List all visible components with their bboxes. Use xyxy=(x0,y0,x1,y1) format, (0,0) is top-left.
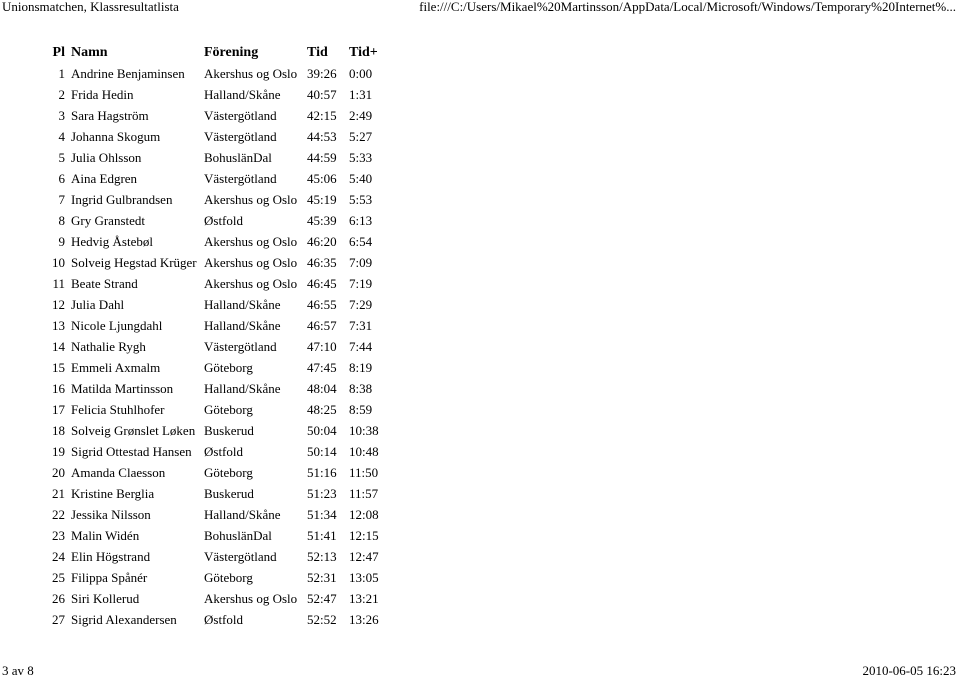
cell-place: 23 xyxy=(52,528,65,543)
table-row xyxy=(49,420,387,441)
cell-time: 50:14 xyxy=(307,444,337,459)
cell-time: 39:26 xyxy=(307,66,337,81)
cell-place: 12 xyxy=(52,297,65,312)
table-row xyxy=(49,315,387,336)
cell-time: 51:16 xyxy=(307,465,337,480)
cell-place: 19 xyxy=(52,444,65,459)
cell-place: 18 xyxy=(52,423,65,438)
document-title: Unionsmatchen, Klassresultatlista xyxy=(2,0,179,14)
cell-time-behind: 7:31 xyxy=(349,318,373,333)
cell-time-behind: 1:31 xyxy=(349,87,373,102)
cell-time: 52:52 xyxy=(307,612,337,627)
cell-time-behind: 10:48 xyxy=(349,444,379,459)
cell-place: 24 xyxy=(52,549,65,564)
cell-time: 45:39 xyxy=(307,213,337,228)
cell-name: Siri Kollerud xyxy=(71,591,140,606)
cell-place: 27 xyxy=(52,612,65,627)
column-header-place: Pl xyxy=(52,45,65,60)
table-row xyxy=(49,84,387,105)
table-row xyxy=(49,126,387,147)
cell-name: Nicole Ljungdahl xyxy=(71,318,163,333)
cell-time: 52:13 xyxy=(307,549,337,564)
cell-time: 51:34 xyxy=(307,507,337,522)
cell-club: Halland/Skåne xyxy=(204,381,281,396)
cell-time: 48:04 xyxy=(307,381,337,396)
cell-club: Halland/Skåne xyxy=(204,297,281,312)
cell-time-behind: 7:09 xyxy=(349,255,373,270)
cell-time: 51:41 xyxy=(307,528,337,543)
cell-time: 45:19 xyxy=(307,192,337,207)
table-row xyxy=(49,378,387,399)
table-row xyxy=(49,168,387,189)
cell-time-behind: 2:49 xyxy=(349,108,373,123)
table-row xyxy=(49,231,387,252)
cell-club: Halland/Skåne xyxy=(204,318,281,333)
cell-time: 51:23 xyxy=(307,486,337,501)
cell-place: 4 xyxy=(58,129,65,144)
cell-time: 47:10 xyxy=(307,339,337,354)
column-header-time: Tid xyxy=(307,45,328,60)
cell-name: Kristine Berglia xyxy=(71,486,155,501)
cell-time-behind: 12:47 xyxy=(349,549,379,564)
cell-time: 45:06 xyxy=(307,171,337,186)
cell-club: Akershus og Oslo xyxy=(204,276,298,291)
cell-time-behind: 10:38 xyxy=(349,423,379,438)
page-number: 3 av 8 xyxy=(2,663,34,678)
cell-name: Gry Granstedt xyxy=(71,213,146,228)
cell-time: 40:57 xyxy=(307,87,337,102)
cell-name: Elin Högstrand xyxy=(71,549,151,564)
cell-time: 44:59 xyxy=(307,150,337,165)
cell-place: 14 xyxy=(52,339,65,354)
table-row xyxy=(49,336,387,357)
table-row xyxy=(49,546,387,567)
cell-time-behind: 7:44 xyxy=(349,339,373,354)
cell-club: Østfold xyxy=(204,444,243,459)
cell-place: 7 xyxy=(58,192,65,207)
cell-name: Matilda Martinsson xyxy=(71,381,174,396)
cell-time: 46:57 xyxy=(307,318,337,333)
cell-time: 47:45 xyxy=(307,360,337,375)
cell-time-behind: 7:19 xyxy=(349,276,373,291)
cell-club: Göteborg xyxy=(204,402,253,417)
cell-club: Göteborg xyxy=(204,570,253,585)
table-row xyxy=(49,525,387,546)
cell-time-behind: 6:13 xyxy=(349,213,373,228)
table-row xyxy=(49,252,387,273)
table-row xyxy=(49,567,387,588)
cell-place: 9 xyxy=(58,234,65,249)
cell-place: 6 xyxy=(58,171,65,186)
cell-club: BohuslänDal xyxy=(204,528,272,543)
cell-place: 26 xyxy=(52,591,65,606)
cell-name: Andrine Benjaminsen xyxy=(71,66,185,81)
cell-place: 15 xyxy=(52,360,65,375)
cell-place: 10 xyxy=(52,255,65,270)
cell-time: 44:53 xyxy=(307,129,337,144)
cell-club: Göteborg xyxy=(204,360,253,375)
cell-time: 48:25 xyxy=(307,402,337,417)
cell-place: 5 xyxy=(58,150,65,165)
cell-place: 21 xyxy=(52,486,65,501)
cell-time-behind: 5:27 xyxy=(349,129,373,144)
cell-time-behind: 12:08 xyxy=(349,507,379,522)
cell-time: 42:15 xyxy=(307,108,337,123)
cell-time: 46:35 xyxy=(307,255,337,270)
cell-club: Østfold xyxy=(204,612,243,627)
cell-name: Julia Dahl xyxy=(71,297,125,312)
cell-time: 50:04 xyxy=(307,423,337,438)
table-row xyxy=(49,462,387,483)
cell-time-behind: 12:15 xyxy=(349,528,379,543)
cell-place: 11 xyxy=(52,276,65,291)
cell-club: Västergötland xyxy=(204,339,277,354)
document-url: file:///C:/Users/Mikael%20Martinsson/AppData/Local/Microsoft/Windows/Temporary%20Internet%... xyxy=(419,0,956,14)
table-row xyxy=(49,441,387,462)
cell-name: Frida Hedin xyxy=(71,87,134,102)
results-header xyxy=(49,42,387,63)
table-row xyxy=(49,210,387,231)
cell-time-behind: 13:05 xyxy=(349,570,379,585)
cell-time-behind: 8:59 xyxy=(349,402,373,417)
cell-place: 2 xyxy=(58,87,65,102)
cell-name: Malin Widén xyxy=(71,528,140,543)
cell-time-behind: 11:50 xyxy=(349,465,379,480)
cell-place: 16 xyxy=(52,381,65,396)
cell-club: Västergötland xyxy=(204,129,277,144)
column-header-club: Förening xyxy=(204,45,259,60)
cell-time-behind: 8:38 xyxy=(349,381,373,396)
cell-time: 52:31 xyxy=(307,570,337,585)
cell-time-behind: 13:26 xyxy=(349,612,379,627)
table-row xyxy=(49,504,387,525)
cell-club: Göteborg xyxy=(204,465,253,480)
cell-club: Akershus og Oslo xyxy=(204,192,298,207)
table-row xyxy=(49,273,387,294)
cell-time: 46:20 xyxy=(307,234,337,249)
cell-club: Västergötland xyxy=(204,108,277,123)
cell-club: Akershus og Oslo xyxy=(204,66,298,81)
cell-place: 8 xyxy=(58,213,65,228)
table-row xyxy=(49,294,387,315)
table-row xyxy=(49,105,387,126)
cell-time-behind: 5:40 xyxy=(349,171,373,186)
cell-time-behind: 13:21 xyxy=(349,591,379,606)
table-row xyxy=(49,588,387,609)
table-row xyxy=(49,147,387,168)
cell-place: 25 xyxy=(52,570,65,585)
cell-club: Halland/Skåne xyxy=(204,87,281,102)
table-row xyxy=(49,609,387,630)
print-datetime: 2010-06-05 16:23 xyxy=(862,663,956,678)
cell-time: 46:45 xyxy=(307,276,337,291)
cell-name: Emmeli Axmalm xyxy=(71,360,161,375)
table-row xyxy=(49,189,387,210)
cell-name: Beate Strand xyxy=(71,276,138,291)
cell-time-behind: 11:57 xyxy=(349,486,379,501)
cell-name: Nathalie Rygh xyxy=(71,339,146,354)
cell-time-behind: 5:53 xyxy=(349,192,373,207)
column-header-time-behind: Tid+ xyxy=(349,45,378,60)
cell-time-behind: 5:33 xyxy=(349,150,373,165)
cell-time-behind: 8:19 xyxy=(349,360,373,375)
cell-name: Ingrid Gulbrandsen xyxy=(71,192,173,207)
cell-name: Solveig Hegstad Krüger xyxy=(71,255,197,270)
table-row xyxy=(49,399,387,420)
cell-name: Amanda Claesson xyxy=(71,465,166,480)
cell-time: 52:47 xyxy=(307,591,337,606)
cell-club: Västergötland xyxy=(204,171,277,186)
table-row xyxy=(49,483,387,504)
cell-place: 17 xyxy=(52,402,65,417)
cell-club: Halland/Skåne xyxy=(204,507,281,522)
results-table xyxy=(49,42,387,630)
cell-place: 22 xyxy=(52,507,65,522)
cell-club: Buskerud xyxy=(204,423,254,438)
cell-club: Østfold xyxy=(204,213,243,228)
column-header-name: Namn xyxy=(71,45,108,60)
cell-club: Akershus og Oslo xyxy=(204,234,298,249)
cell-name: Jessika Nilsson xyxy=(71,507,151,522)
table-row xyxy=(49,357,387,378)
cell-name: Solveig Grønslet Løken xyxy=(71,423,196,438)
cell-name: Sigrid Ottestad Hansen xyxy=(71,444,192,459)
cell-name: Filippa Spånér xyxy=(71,570,148,585)
cell-time-behind: 7:29 xyxy=(349,297,373,312)
results-body xyxy=(49,63,387,630)
cell-time-behind: 0:00 xyxy=(349,66,373,81)
cell-place: 1 xyxy=(58,66,65,81)
cell-club: Västergötland xyxy=(204,549,277,564)
cell-name: Hedvig Åstebøl xyxy=(71,234,153,249)
cell-name: Johanna Skogum xyxy=(71,129,161,144)
cell-club: Buskerud xyxy=(204,486,254,501)
cell-name: Aina Edgren xyxy=(71,171,138,186)
table-row xyxy=(49,63,387,84)
cell-name: Felicia Stuhlhofer xyxy=(71,402,165,417)
header-row xyxy=(49,42,387,63)
cell-time-behind: 6:54 xyxy=(349,234,373,249)
cell-name: Sigrid Alexandersen xyxy=(71,612,177,627)
cell-name: Julia Ohlsson xyxy=(71,150,142,165)
cell-place: 3 xyxy=(58,108,65,123)
cell-place: 13 xyxy=(52,318,65,333)
cell-club: BohuslänDal xyxy=(204,150,272,165)
cell-club: Akershus og Oslo xyxy=(204,591,298,606)
cell-place: 20 xyxy=(52,465,65,480)
cell-time: 46:55 xyxy=(307,297,337,312)
cell-club: Akershus og Oslo xyxy=(204,255,298,270)
cell-name: Sara Hagström xyxy=(71,108,149,123)
